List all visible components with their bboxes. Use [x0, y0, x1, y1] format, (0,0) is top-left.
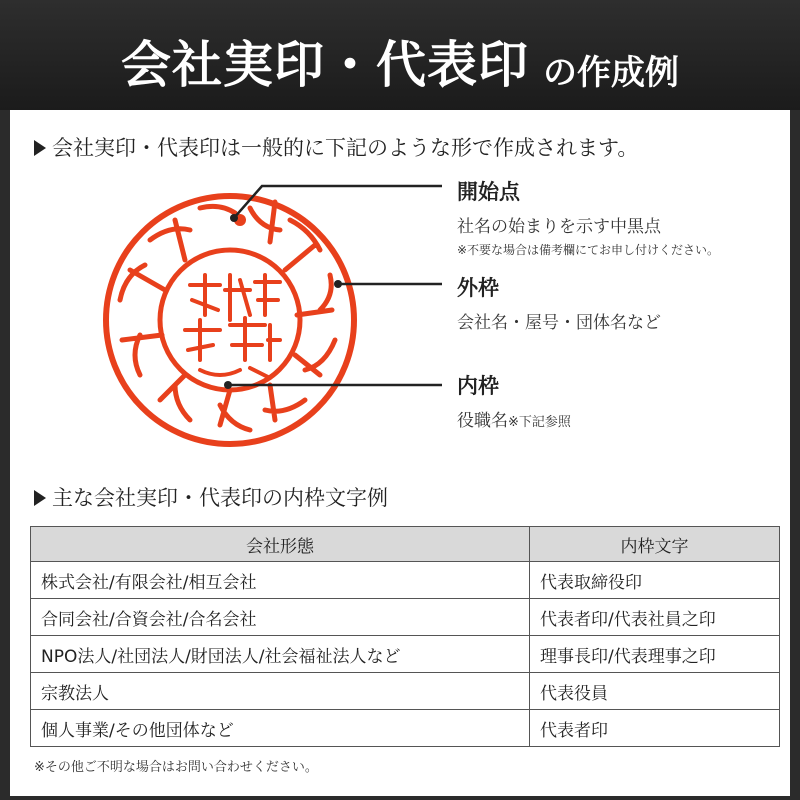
seal-graphic	[100, 190, 360, 450]
footnote: ※その他ご不明な場合はお問い合わせください。	[34, 760, 318, 775]
page-subtitle: の作成例	[543, 53, 679, 93]
start-dot	[234, 214, 246, 226]
table-row	[31, 710, 780, 747]
cell-company-type: 個人事業/その他団体など	[31, 710, 530, 747]
cell-company-type: 合同会社/合資会社/合名会社	[31, 599, 530, 636]
callout-title: 外枠	[457, 276, 499, 300]
callout-title: 開始点	[457, 180, 520, 204]
company-seal-image	[100, 190, 360, 450]
cell-company-type: 株式会社/有限会社/相互会社	[31, 562, 530, 599]
triangle-bullet-icon	[34, 490, 46, 506]
content-panel	[10, 110, 790, 796]
table-header-row	[31, 527, 780, 562]
section-heading-example	[34, 132, 638, 162]
cell-inner-text: 代表者印/代表社員之印	[530, 599, 780, 636]
cell-inner-text: 代表者印	[530, 710, 780, 747]
callout-note: ※下記参照	[508, 415, 571, 430]
callout-description-text: 役職名	[457, 411, 508, 431]
inner-text-table	[30, 526, 780, 747]
callout-start-point	[457, 176, 719, 258]
table-row	[31, 562, 780, 599]
triangle-bullet-icon	[34, 140, 46, 156]
cell-inner-text: 代表役員	[530, 673, 780, 710]
cell-inner-text: 代表取締役印	[530, 562, 780, 599]
table-row	[31, 673, 780, 710]
callout-description	[457, 406, 571, 431]
table-row	[31, 599, 780, 636]
section-heading-text: 主な会社実印・代表印の内枠文字例	[52, 486, 388, 510]
callout-inner-frame	[457, 370, 571, 431]
callout-title: 内枠	[457, 374, 499, 398]
header-banner	[0, 0, 800, 110]
page-title: 会社実印・代表印	[121, 36, 529, 94]
table-row	[31, 636, 780, 673]
cell-company-type: 宗教法人	[31, 673, 530, 710]
callout-description: 社名の始まりを示す中黒点	[457, 217, 661, 237]
column-header-inner-text: 内枠文字	[530, 527, 780, 562]
callout-outer-frame	[457, 272, 661, 333]
section-heading-text: 会社実印・代表印は一般的に下記のような形で作成されます。	[52, 136, 639, 160]
callout-note: ※不要な場合は備考欄にてお申し付けください。	[457, 243, 720, 257]
section-heading-table	[34, 482, 388, 512]
cell-inner-text: 理事長印/代表理事之印	[530, 636, 780, 673]
column-header-company-type: 会社形態	[31, 527, 530, 562]
cell-company-type: NPO法人/社団法人/財団法人/社会福祉法人など	[31, 636, 530, 673]
callout-description: 会社名・屋号・団体名など	[457, 313, 661, 333]
